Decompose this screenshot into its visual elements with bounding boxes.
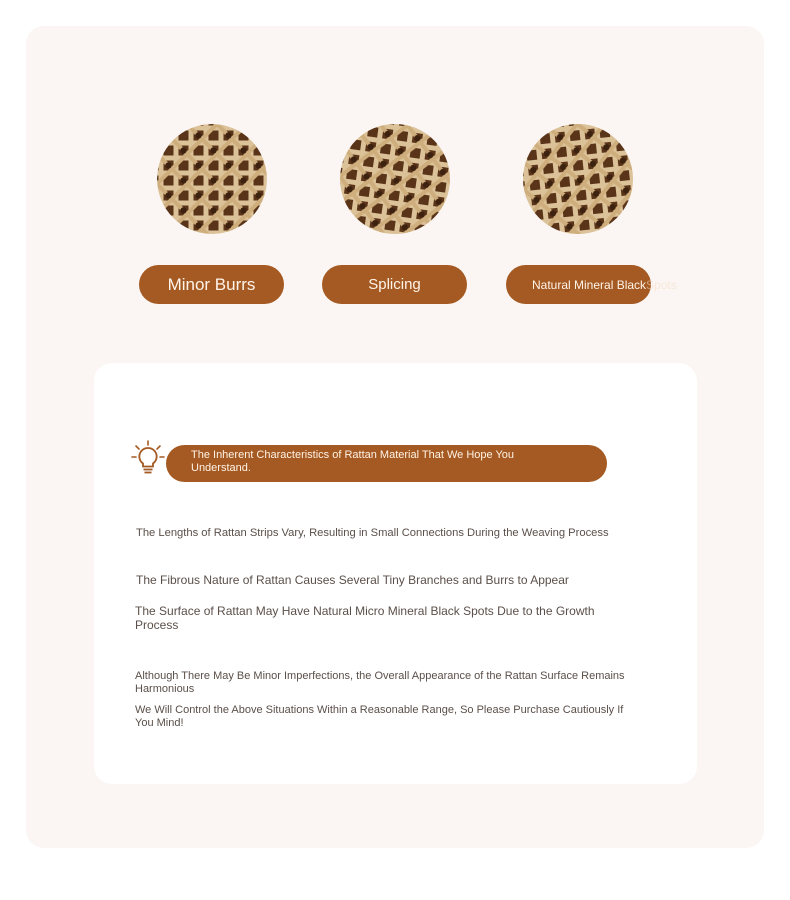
notice-banner: The Inherent Characteristics of Rattan Material That We Hope You Understand.	[166, 445, 607, 482]
characteristic-point-3: The Surface of Rattan May Have Natural Micro Mineral Black Spots Due to the Growth Process	[135, 604, 595, 632]
feature-label-black-spots	[506, 265, 677, 304]
characteristic-point-4: Although There May Be Minor Imperfections, the Overall Appearance of the Rattan Surface Remains Harmonious	[135, 670, 625, 695]
rattan-swatch-image-burrs	[157, 124, 267, 234]
feature-label-black-spots-main: Natural Mineral Black	[532, 277, 647, 292]
feature-label-black-spots-tail: Spots	[646, 277, 677, 292]
feature-label-minor-burrs: Minor Burrs	[139, 265, 284, 304]
feature-label-splicing: Splicing	[322, 265, 467, 304]
rattan-swatch-image-spots	[523, 124, 633, 234]
lightbulb-icon	[131, 440, 165, 476]
characteristic-point-5: We Will Control the Above Situations Within a Reasonable Range, So Please Purchase Cautiously If You Mind!	[135, 704, 624, 729]
characteristic-point-1: The Lengths of Rattan Strips Vary, Resulting in Small Connections During the Weaving Process	[136, 527, 609, 539]
rattan-swatch-image-splicing	[340, 124, 450, 234]
characteristic-point-2: The Fibrous Nature of Rattan Causes Several Tiny Branches and Burrs to Appear	[136, 573, 569, 587]
